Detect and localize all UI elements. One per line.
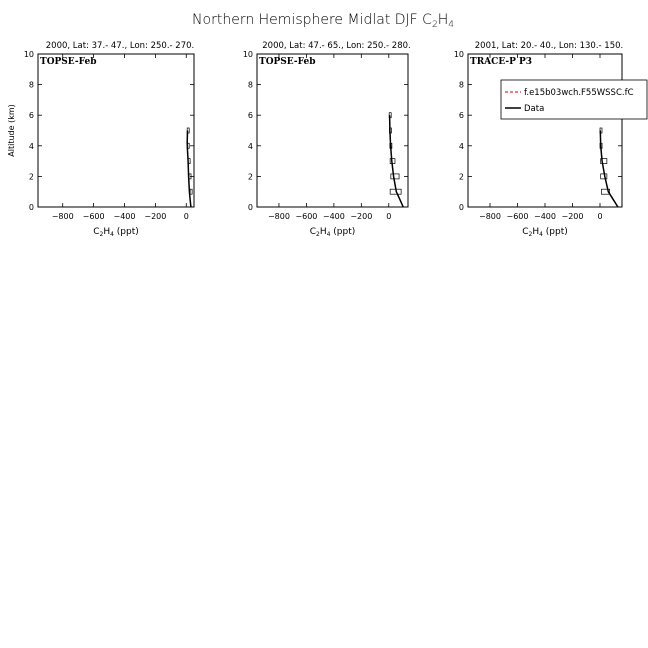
data-box	[391, 174, 399, 179]
x-axis-label-part: (ppt)	[113, 227, 139, 237]
x-tick-label: −200	[561, 212, 584, 221]
y-tick-label: 0	[28, 203, 34, 212]
legend-box	[501, 80, 647, 119]
x-axis-label	[93, 227, 139, 238]
y-tick-label: 4	[247, 141, 253, 151]
y-tick-label: 6	[458, 111, 464, 121]
campaign-label: TRACE-P P3	[470, 57, 533, 67]
y-tick-label: 10	[242, 50, 253, 59]
figure-title-sub2: 4	[448, 20, 454, 30]
y-tick-label: 2	[458, 172, 464, 182]
x-axis-label-part: C	[522, 227, 529, 237]
x-axis-label-part: 4	[326, 231, 331, 238]
x-tick-label: −600	[506, 212, 529, 221]
x-tick-label: −400	[534, 212, 556, 221]
y-tick-label: 10	[453, 50, 464, 59]
figure-title-mid: H	[437, 12, 449, 28]
y-tick-label: 2	[247, 172, 253, 182]
plot-frame	[257, 54, 408, 207]
x-tick-label: −600	[295, 212, 318, 221]
panel-subtitle: 2001, Lat: 20.- 40., Lon: 130.- 150.	[474, 41, 624, 51]
panels	[7, 41, 623, 238]
x-axis-label-part: C	[93, 227, 100, 237]
panel-subtitle: 2000, Lat: 47.- 65., Lon: 250.- 280.	[262, 41, 411, 51]
data-box	[190, 189, 192, 194]
data-line	[187, 131, 191, 208]
x-tick-label: 0	[386, 212, 392, 221]
figure-title	[192, 12, 454, 30]
campaign-label: TOPSE-Feb	[40, 57, 97, 67]
y-tick-label: 8	[247, 80, 253, 90]
x-tick-label: 0	[183, 212, 189, 221]
legend	[501, 80, 647, 119]
x-tick-label: 0	[597, 212, 603, 221]
y-tick-label: 8	[28, 80, 34, 90]
x-axis-label-part: C	[309, 227, 317, 237]
y-tick-label: 4	[28, 141, 34, 151]
y-tick-label: 10	[23, 50, 34, 59]
x-axis-label-part: H	[319, 227, 327, 237]
x-axis-label-part: (ppt)	[542, 227, 568, 237]
panel-1	[7, 41, 194, 238]
panel-3	[454, 41, 623, 238]
x-tick-label: −800	[51, 212, 74, 221]
panel-2	[243, 41, 411, 238]
legend-label-data: Data	[524, 104, 545, 114]
x-tick-label: −400	[322, 212, 345, 221]
plot-frame	[468, 54, 622, 207]
x-axis-label	[310, 227, 356, 238]
x-tick-label: −800	[267, 212, 290, 221]
data-line	[600, 131, 618, 208]
y-tick-label: 2	[28, 172, 34, 182]
plot-frame	[38, 54, 194, 207]
x-tick-label: −200	[144, 212, 167, 221]
x-axis-label-part: 4	[539, 231, 543, 238]
x-tick-label: −800	[479, 212, 501, 221]
y-tick-label: 0	[458, 203, 464, 212]
campaign-label: TOPSE-Feb	[259, 57, 316, 67]
y-axis-label: Altitude (km)	[7, 104, 16, 157]
x-axis-label-part: H	[103, 227, 111, 237]
x-axis-label-part: (ppt)	[330, 227, 356, 237]
y-tick-label: 6	[28, 111, 34, 121]
y-tick-label: 4	[458, 141, 464, 151]
x-axis-label-part: 2	[528, 231, 533, 238]
x-axis-label-part: H	[532, 227, 540, 237]
figure-title-main: Northern Hemisphere Midlat DJF C	[192, 12, 432, 28]
x-axis-label-part: 4	[110, 231, 114, 238]
x-axis-label-part: 2	[316, 231, 320, 238]
x-tick-label: −200	[350, 212, 373, 221]
y-tick-label: 6	[247, 111, 253, 121]
panel-subtitle: 2000, Lat: 37.- 47., Lon: 250.- 270.	[45, 41, 195, 51]
x-axis-label	[522, 227, 568, 238]
y-tick-label: 8	[458, 80, 464, 90]
legend-label-model: f.e15b03wch.F55WSSC.fC	[524, 88, 634, 98]
x-axis-label-part: 2	[99, 231, 104, 238]
y-tick-label: 0	[247, 203, 253, 212]
x-tick-label: −600	[82, 212, 105, 221]
figure-title-sub1: 2	[431, 20, 438, 30]
x-tick-label: −400	[113, 212, 136, 221]
